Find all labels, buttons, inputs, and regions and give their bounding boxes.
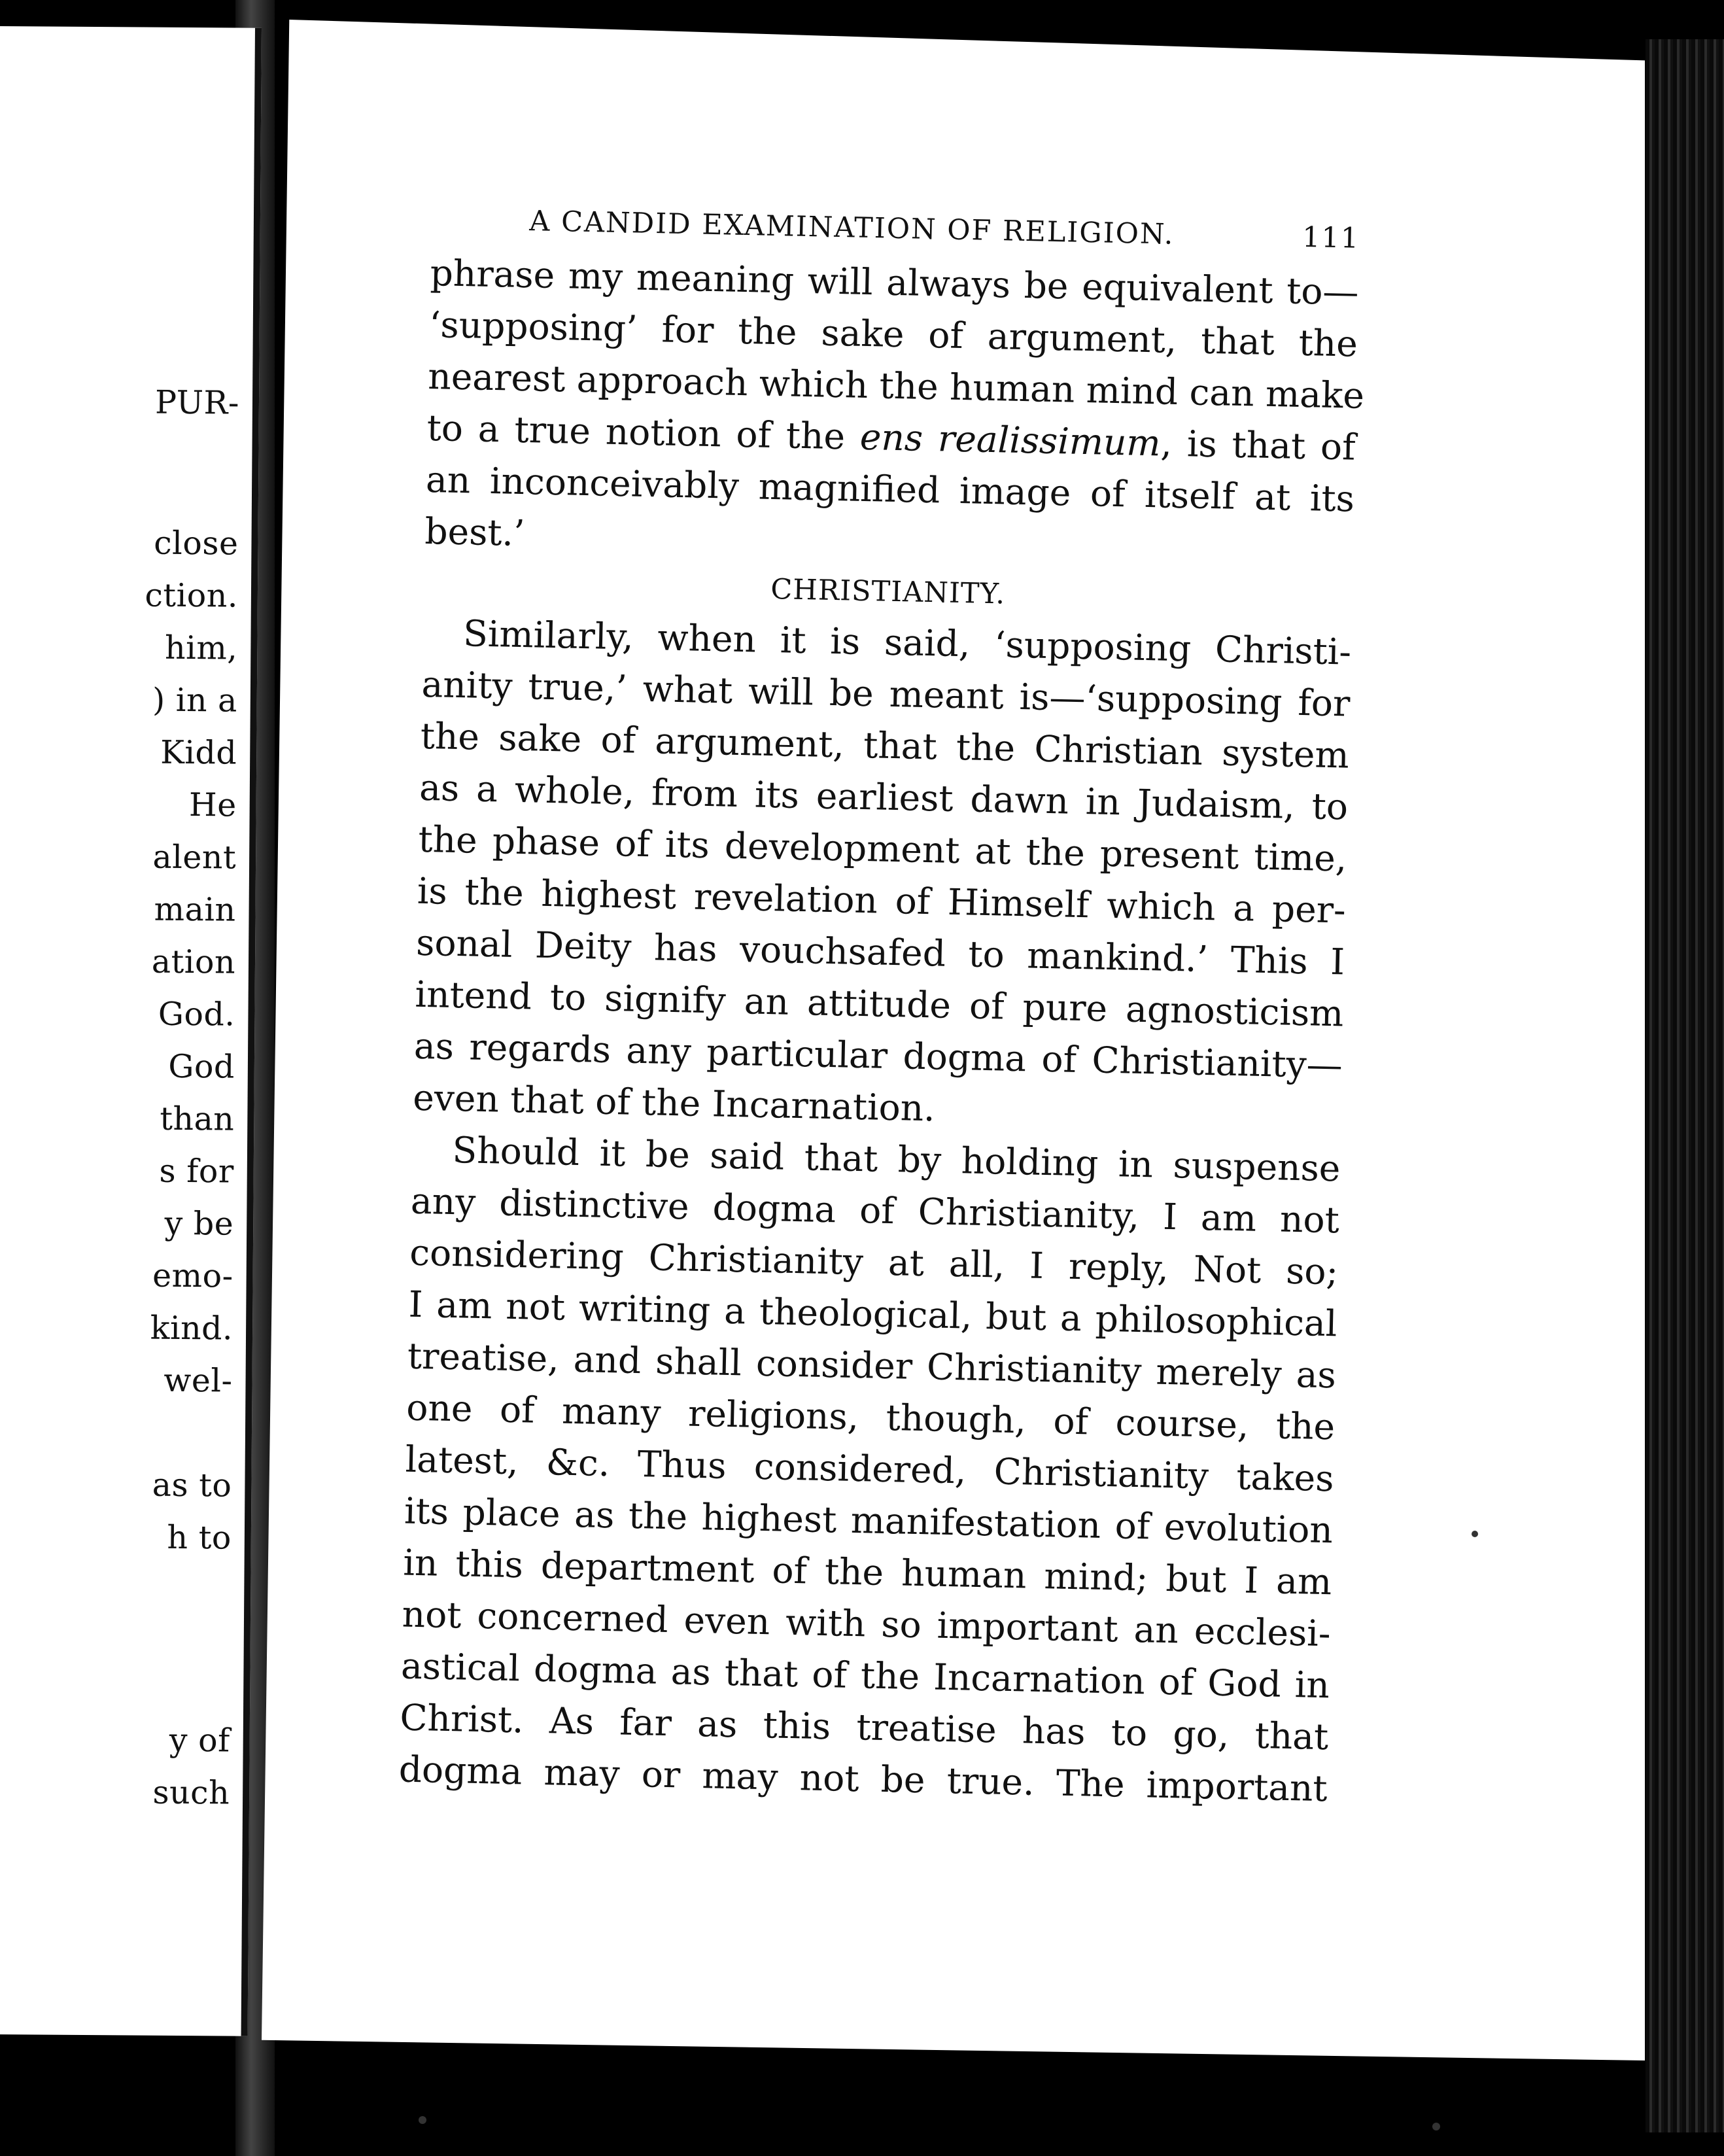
text-run: to a true notion of the	[426, 406, 861, 458]
text-line: one of many religions, though, of course, the	[405, 1386, 1336, 1448]
page-edges	[1646, 39, 1724, 2132]
text-line: considering Christianity at all, I reply, Not so;	[409, 1231, 1339, 1293]
text-line: I am not writing a theological, but a philosophical	[408, 1283, 1338, 1345]
left-page-line: emo-	[152, 1257, 233, 1295]
left-page-line: kind.	[150, 1309, 233, 1348]
section-heading: CHRISTIANITY.	[770, 572, 1006, 611]
left-page-line: y be	[164, 1204, 234, 1243]
left-page-line: He	[188, 786, 237, 824]
left-page-line: s for	[159, 1152, 234, 1191]
left-page-line: God.	[158, 995, 235, 1034]
paragraph-2	[413, 607, 1352, 1143]
left-page-line: y of	[169, 1721, 230, 1760]
scan-speck	[1472, 1531, 1478, 1537]
left-page-line: ) in a	[152, 681, 238, 720]
left-page-line: than	[160, 1100, 235, 1138]
text-line: even that of the Incarnation.	[412, 1076, 936, 1130]
left-page-line: God	[168, 1047, 235, 1086]
text-line: best.’	[424, 510, 526, 555]
left-page-line: alent	[152, 838, 237, 877]
text-line: astical dogma as that of the Incarnation of God in	[400, 1644, 1330, 1707]
page-text	[398, 203, 1365, 1815]
left-page-line: PUR-	[154, 383, 240, 422]
text-line: the sake of argument, that the Christian system	[420, 714, 1350, 776]
left-page-line: wel-	[164, 1361, 233, 1400]
left-page-line: ation	[151, 943, 236, 981]
left-page-line: as to	[152, 1466, 232, 1504]
text-line: is the highest revelation of Himself which a per-	[417, 869, 1347, 931]
text-line: its place as the highest manifestation of evolution	[404, 1489, 1334, 1552]
scan-speck	[1432, 2123, 1440, 2130]
text-line: an inconceivably magnified image of itself at its	[425, 458, 1355, 520]
text-line: the phase of its development at the present time,	[417, 818, 1347, 880]
text-line: Christ. As far as this treatise has to go, that	[399, 1696, 1329, 1758]
left-page-line: such	[152, 1773, 230, 1812]
text-line: anity true,’ what will be meant is—‘supposing for	[421, 663, 1351, 725]
left-page-line: ction.	[145, 576, 239, 615]
text-line: in this department of the human mind; but I am	[402, 1541, 1332, 1603]
left-page-line: him,	[164, 629, 238, 667]
left-page-line: close	[154, 524, 239, 563]
text-line: dogma may or may not be true. The important	[398, 1748, 1328, 1810]
text-line: Should it be said that by holding in suspense	[452, 1128, 1341, 1190]
text-line: as a whole, from its earliest dawn in Judaism, to	[419, 766, 1349, 828]
scan-speck	[419, 2116, 426, 2124]
left-page	[0, 26, 262, 2036]
text-line: sonal Deity has vouchsafed to mankind.’ This I	[415, 921, 1345, 983]
paragraph-3	[398, 1124, 1341, 1815]
text-line: nearest approach which the human mind can make	[427, 355, 1365, 417]
text-run: , is that of	[1160, 422, 1356, 468]
text-line: not concerned even with so important an ecclesi-	[402, 1593, 1332, 1655]
text-line: Similarly, when it is said, ‘supposing Christi-	[462, 612, 1352, 673]
text-line: phrase my meaning will always be equivalent to—	[430, 251, 1360, 313]
left-page-line: h to	[167, 1518, 232, 1557]
italic-term: ens realissimum	[859, 415, 1162, 464]
left-page-line: main	[154, 890, 236, 929]
text-line: intend to signify an attitude of pure agnosticism	[414, 973, 1345, 1035]
text-line: treatise, and shall consider Christianity merely as	[407, 1334, 1337, 1397]
paragraph-1	[424, 247, 1365, 577]
text-line: latest, &c. Thus considered, Christianity takes	[405, 1438, 1335, 1500]
text-line: ‘supposing’ for the sake of argument, that the	[428, 303, 1358, 365]
text-line: as regards any particular dogma of Christianity—	[413, 1024, 1343, 1087]
left-page-line: Kidd	[160, 733, 237, 772]
text-line: any distinctive dogma of Christianity, I am not	[410, 1179, 1340, 1242]
running-head-title: A CANDID EXAMINATION OF RELIGION.	[528, 205, 1175, 251]
page-number: 111	[1302, 220, 1360, 255]
